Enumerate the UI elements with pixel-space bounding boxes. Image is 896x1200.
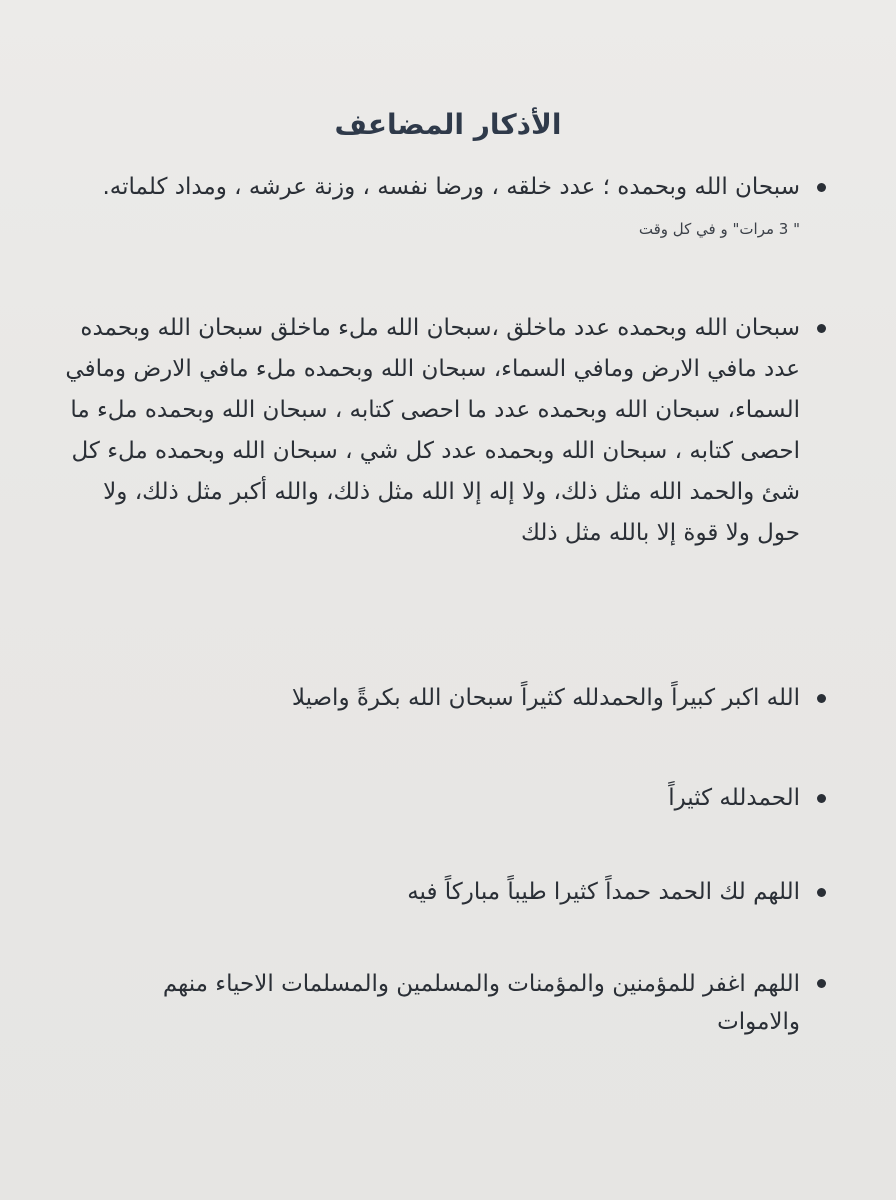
bullet-icon (817, 183, 826, 192)
bullet-icon (817, 794, 826, 803)
list-item (500, 778, 800, 818)
bullet-icon (817, 979, 826, 988)
list-item (280, 872, 800, 912)
list-item (100, 167, 800, 249)
page-title: الأذكار المضاعف (334, 108, 562, 141)
dhikr-text: الله اكبر كبيراً والحمدلله كثيراً سبحان الله بكرةً واصيلا (291, 685, 800, 711)
dhikr-text: اللهم اغفر للمؤمنين والمؤمنات والمسلمين والمسلمات الاحياء منهم والاموات (162, 971, 800, 1035)
dhikr-text: الحمدلله كثيراً (668, 785, 800, 811)
dhikr-text: اللهم لك الحمد حمداً كثيرا طيباً مباركاً فيه (407, 879, 800, 905)
list-item (100, 965, 800, 1041)
list-item (240, 678, 800, 718)
list-item (60, 308, 800, 554)
bullet-icon (817, 888, 826, 897)
dhikr-text: سبحان الله وبحمده عدد ماخلق ،سبحان الله ملء ماخلق سبحان الله وبحمده عدد مافي الارض ومافي السماء، سبحان الله وبحمده ملء مافي الارض ومافي السماء، سبحان الله وبحمده عدد ما احصى كتابه ، سبحان الله وبحمده ملء ما احصى كتابه ، سبحان الله وبحمده عدد كل شي ، سبحان الله وبحمده ملء كل شئ والحمد الله مثل ذلك، ولا إله إلا الله مثل ذلك، والله أكبر مثل ذلك، ولا حول ولا قوة إلا بالله مثل ذلك (65, 315, 800, 546)
repeat-note: " 3 مرات" و في كل وقت (638, 220, 800, 238)
dhikr-text: سبحان الله وبحمده ؛ عدد خلقه ، ورضا نفسه ، وزنة عرشه ، ومداد كلماته. (102, 174, 800, 200)
bullet-icon (817, 694, 826, 703)
bullet-icon (817, 324, 826, 333)
